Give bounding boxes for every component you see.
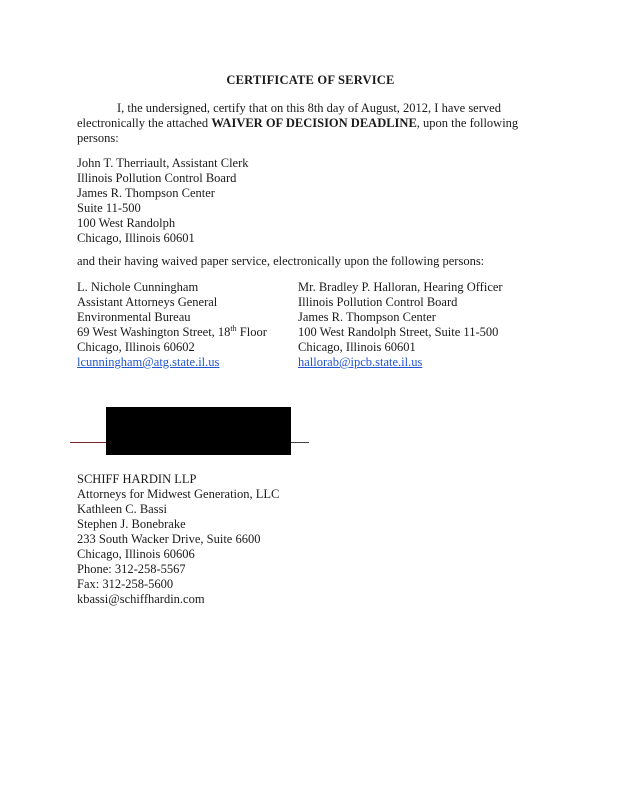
contact-title: Assistant Attorneys General [77, 295, 218, 309]
contact-org: Illinois Pollution Control Board [298, 295, 458, 309]
contact-building: James R. Thompson Center [298, 310, 436, 324]
recipient-line: John T. Therriault, Assistant Clerk [77, 156, 249, 170]
contact-city: Chicago, Illinois 60602 [77, 340, 195, 354]
right-contact [298, 280, 503, 370]
certification-text-part2: , upon the following persons: [77, 116, 519, 145]
contact-street [77, 325, 267, 340]
redacted-signature [106, 407, 291, 455]
contact-name: Mr. Bradley P. Halloran, Hearing Officer [298, 280, 503, 294]
certification-text-part1: I, the undersigned, certify that on this 8th day of August, 2012, I have served electronically the attached [77, 101, 501, 130]
recipient-line: Illinois Pollution Control Board [77, 171, 237, 185]
left-contact [77, 280, 267, 370]
signature-line [70, 442, 106, 443]
contact-street: 100 West Randolph Street, Suite 11-500 [298, 325, 499, 339]
firm-email: kbassi@schiffhardin.com [77, 592, 205, 606]
recipient-address [77, 156, 249, 246]
firm-phone: Phone: 312-258-5567 [77, 562, 186, 576]
contact-email-link[interactable]: hallorab@ipcb.state.il.us [298, 355, 423, 369]
page-title: CERTIFICATE OF SERVICE [226, 73, 395, 87]
street-text: 69 West Washington Street, 18 [77, 325, 231, 339]
firm-name: SCHIFF HARDIN LLP [77, 472, 197, 486]
firm-city: Chicago, Illinois 60606 [77, 547, 195, 561]
contact-email-link[interactable]: lcunningham@atg.state.il.us [77, 355, 220, 369]
recipient-line: Chicago, Illinois 60601 [77, 231, 195, 245]
recipient-line: James R. Thompson Center [77, 186, 215, 200]
firm-fax: Fax: 312-258-5600 [77, 577, 174, 591]
contact-name: L. Nichole Cunningham [77, 280, 199, 294]
firm-role: Attorneys for Midwest Generation, LLC [77, 487, 280, 501]
contact-city: Chicago, Illinois 60601 [298, 340, 416, 354]
contact-dept: Environmental Bureau [77, 310, 191, 324]
recipient-line: 100 West Randolph [77, 216, 176, 230]
signature-line [291, 442, 309, 443]
firm-street: 233 South Wacker Drive, Suite 6600 [77, 532, 261, 546]
attorney-name: Stephen J. Bonebrake [77, 517, 186, 531]
recipient-line: Suite 11-500 [77, 201, 141, 215]
certification-paragraph [77, 101, 547, 146]
street-ordinal: th [230, 323, 237, 333]
street-floor: Floor [236, 325, 267, 339]
signature-block [77, 472, 279, 607]
document-name: WAIVER OF DECISION DEADLINE [211, 116, 417, 130]
attorney-name: Kathleen C. Bassi [77, 502, 167, 516]
waiver-intro: and their having waived paper service, electronically upon the following persons: [77, 254, 485, 268]
